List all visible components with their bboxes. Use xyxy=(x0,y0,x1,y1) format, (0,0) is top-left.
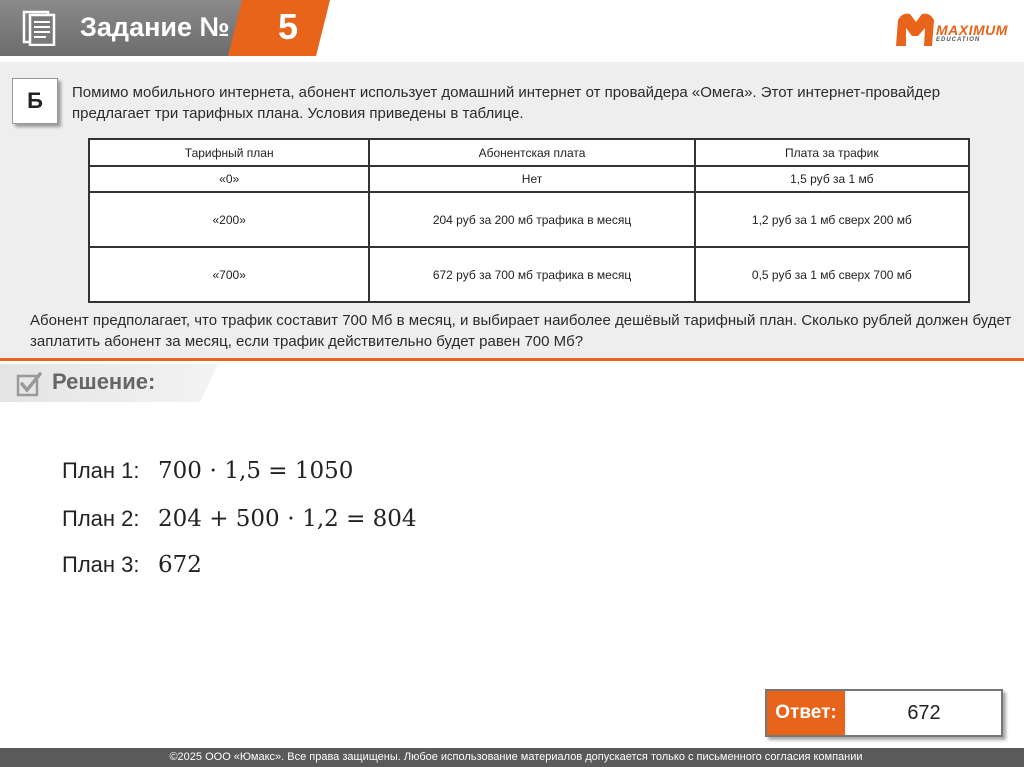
table-cell: 1,2 руб за 1 мб сверх 200 мб xyxy=(695,192,969,247)
document-icon xyxy=(22,10,56,46)
problem-question: Абонент предполагает, что трафик составит 700 Мб в месяц, и выбирает наиболее дешёвый тарифный план. Сколько рублей должен будет заплатить абонент за месяц, если трафик действительно будет равен 700 Мб? xyxy=(30,312,1012,350)
plan-label: План 1: xyxy=(62,458,140,483)
table-cell: 1,5 руб за 1 мб xyxy=(695,166,969,192)
table-cell: 672 руб за 700 мб трафика в месяц xyxy=(369,247,694,302)
table-cell: Нет xyxy=(369,166,694,192)
variant-badge: Б xyxy=(12,78,58,124)
tariff-table xyxy=(88,138,970,303)
table-header: Абонентская плата xyxy=(369,139,694,166)
checkbox-checked-icon xyxy=(16,371,42,397)
logo-text: MAXIMUM xyxy=(936,22,1008,38)
table-header-row xyxy=(89,139,969,166)
divider xyxy=(0,358,1024,361)
task-title: Задание № xyxy=(80,12,230,42)
table-cell: 204 руб за 200 мб трафика в месяц xyxy=(369,192,694,247)
header xyxy=(0,0,1024,62)
logo-subtext: EDUCATION xyxy=(936,37,981,43)
copyright-footer: ©2025 ООО «Юмакс». Все права защищены. Любое использование материалов допускается только с письменного согласия компании xyxy=(0,748,1024,767)
plan-expression: 672 xyxy=(158,552,202,578)
plan-label: План 2: xyxy=(62,506,140,531)
answer-label: Ответ: xyxy=(767,691,845,735)
table-row xyxy=(89,247,969,302)
table-cell: «200» xyxy=(89,192,369,247)
solution-line xyxy=(62,506,417,532)
answer-value: 672 xyxy=(907,702,941,724)
table-cell: «0» xyxy=(89,166,369,192)
task-number: 5 xyxy=(277,6,299,47)
plan-expression: 700 ⋅ 1,5 = 1050 xyxy=(158,458,354,484)
table-row xyxy=(89,166,969,192)
solution-line xyxy=(62,552,202,578)
table-cell: «700» xyxy=(89,247,369,302)
solution-line xyxy=(62,458,353,484)
plan-label: План 3: xyxy=(62,552,140,577)
table-cell: 0,5 руб за 1 мб сверх 700 мб xyxy=(695,247,969,302)
table-header: Плата за трафик xyxy=(695,139,969,166)
solution-title: Решение: xyxy=(52,369,156,394)
plan-expression: 204 + 500 ⋅ 1,2 = 804 xyxy=(158,506,417,532)
problem-intro: Помимо мобильного интернета, абонент использует домашний интернет от провайдера «Омега». Этот интернет-провайдер предлагает три тарифных плана. Условия приведены в таблице. xyxy=(72,84,941,122)
answer-box xyxy=(765,689,1003,737)
table-header: Тарифный план xyxy=(89,139,369,166)
table-row xyxy=(89,192,969,247)
